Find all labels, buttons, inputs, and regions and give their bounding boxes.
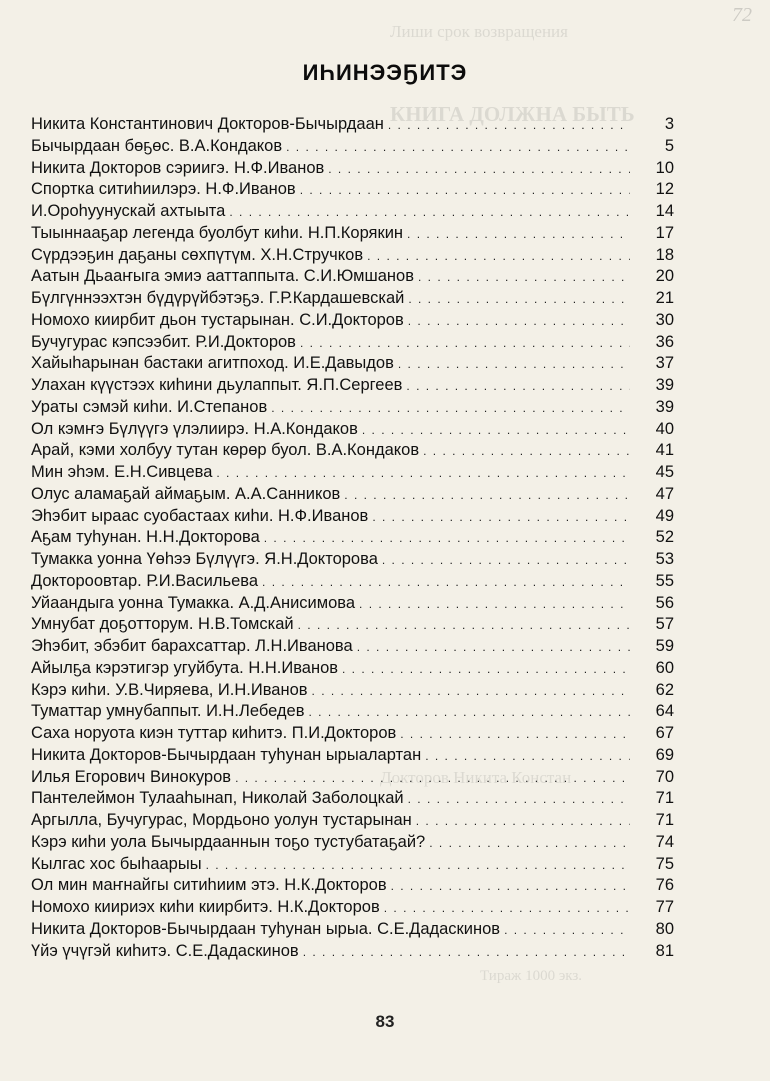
toc-entry-title: Кэрэ киһи уола Бычырдааннын тоҕо тустубатаҕай? [31, 832, 426, 851]
toc-entry-text [31, 462, 630, 485]
toc-leader-dots [425, 746, 630, 768]
toc-entry-title: И.Ороһуунускай ахтыыта [31, 202, 226, 220]
toc-entry [0, 353, 770, 375]
toc-entry-text [31, 571, 630, 594]
toc-entry-title: Үйэ үчүгэй киһитэ. С.Е.Дадаскинов [31, 941, 299, 960]
toc-entry-text [31, 897, 630, 920]
toc-entry [0, 136, 770, 158]
toc-entry [0, 810, 770, 832]
toc-leader-dots [504, 920, 630, 942]
toc-entry-page: 55 [655, 571, 674, 590]
toc-entry-page: 56 [655, 593, 674, 612]
toc-leader-dots [418, 267, 630, 289]
toc-entry-page: 77 [655, 898, 674, 916]
toc-entry-text [31, 745, 630, 768]
toc-leader-dots [206, 855, 630, 877]
toc-entry-page: 60 [655, 658, 674, 677]
toc-leader-dots [328, 159, 630, 181]
toc-entry-page: 67 [655, 724, 674, 742]
show-through-line: КНИГА ДОЛЖНА БЫТЬ [390, 102, 635, 126]
toc-entry-text [31, 353, 630, 376]
toc-entry-page: 59 [655, 637, 674, 655]
toc-entry-title: Ураты сэмэй киһи. И.Степанов [31, 397, 268, 416]
toc-entry-text [31, 397, 630, 420]
toc-leader-dots [271, 398, 630, 420]
toc-entry-title: Аҕам туһунан. Н.Н.Докторова [31, 528, 260, 547]
toc-entry-page: 36 [655, 332, 674, 351]
toc-entry-page: 10 [655, 158, 674, 177]
toc-entry [0, 223, 770, 245]
toc-leader-dots [342, 659, 630, 681]
toc-entry-page: 57 [655, 615, 674, 634]
toc-entry [0, 440, 770, 462]
toc-entry-title: Ол мин маҥнайгы ситиһиим этэ. Н.К.Докторов [31, 876, 387, 895]
toc-leader-dots [229, 202, 630, 224]
toc-entry [0, 875, 770, 897]
toc-entry-text [31, 680, 630, 703]
toc-entry-text [31, 527, 630, 550]
toc-entry-title: Умнубат доҕотторум. Н.В.Томскай [31, 615, 294, 634]
toc-entry [0, 549, 770, 571]
toc-entry [0, 179, 770, 201]
toc-entry [0, 658, 770, 680]
toc-entry-text [31, 245, 630, 268]
toc-leader-dots [303, 942, 630, 964]
toc-leader-dots [372, 507, 630, 529]
toc-entry-title: Уйаандыга уонна Тумакка. А.Д.Анисимова [31, 593, 356, 612]
toc-entry-title: Ол кэмҥэ Бүлүүгэ үлэлиирэ. Н.А.Кондаков [31, 419, 358, 438]
toc-entry-title: Хайыһарынан бастаки агитпоход. И.Е.Давыдов [31, 354, 394, 373]
toc-leader-dots [357, 637, 630, 659]
toc-entry [0, 832, 770, 854]
toc-entry [0, 375, 770, 397]
toc-entry-page: 81 [655, 941, 674, 960]
toc-entry [0, 462, 770, 484]
toc-entry-page: 62 [655, 680, 674, 699]
toc-entry-title: Эһэбит, эбэбит барахсаттар. Л.Н.Иванова [31, 637, 353, 655]
toc-entry-title: Бүлгүннээхтэн бүдүрүйбэтэҕэ. Г.Р.Кардашевскай [31, 289, 405, 307]
toc-leader-dots [416, 811, 630, 833]
toc-entry-title: Бычырдаан бөҕөс. В.А.Кондаков [31, 136, 283, 155]
toc-entry-page: 70 [655, 767, 674, 786]
toc-entry-title: Аргылла, Бучугурас, Мордьоно уолун тустарынан [31, 811, 412, 829]
toc-entry [0, 266, 770, 288]
toc-leader-dots [429, 833, 630, 855]
toc-leader-dots [300, 333, 630, 355]
toc-entry-title: Саха норуота киэн туттар киһитэ. П.И.Докторов [31, 724, 397, 742]
toc-entry-page: 30 [655, 310, 674, 329]
toc-entry-text [31, 440, 630, 463]
page-number: 83 [375, 1012, 395, 1031]
toc-entry [0, 484, 770, 506]
toc-entry-title: Никита Докторов-Бычырдаан туһунан ырыа. С.Е.Дадаскинов [31, 919, 501, 938]
toc-entry-text [31, 136, 630, 159]
toc-entry-title: Туматтар умнубаппыт. И.Н.Лебедев [31, 702, 305, 721]
toc-entry-title: Аатын Дьааҥыга эмиэ ааттаппыта. С.И.Юмшанов [31, 267, 414, 286]
toc-entry-page: 41 [655, 441, 674, 460]
toc-entry [0, 897, 770, 919]
toc-leader-dots [400, 724, 630, 746]
toc-entry-page: 12 [655, 180, 674, 199]
toc-leader-dots [388, 115, 630, 137]
toc-entry-title: Мин эһэм. Е.Н.Сивцева [31, 463, 213, 481]
toc-entry-text [31, 919, 630, 942]
toc-leader-dots [216, 463, 630, 485]
toc-entry-page: 52 [655, 528, 674, 547]
toc-leader-dots [408, 311, 630, 333]
toc-entry [0, 593, 770, 615]
show-through-line: Тираж 1000 экз. [480, 968, 583, 984]
toc-entry-page: 64 [655, 702, 674, 721]
toc-entry-title: Номохо киириэх киһи киирбитэ. Н.К.Докторов [31, 898, 380, 916]
toc-entry-text [31, 941, 630, 964]
toc-entry [0, 788, 770, 810]
toc-entry-page: 53 [655, 550, 674, 568]
toc-entry-page: 21 [655, 289, 674, 307]
toc-entry-title: Никита Докторов сэриигэ. Н.Ф.Иванов [31, 158, 325, 177]
toc-entry [0, 245, 770, 267]
toc-entry-title: Бучугурас кэпсээбит. Р.И.Докторов [31, 332, 296, 351]
toc-entry [0, 767, 770, 789]
toc-entry-page: 14 [655, 202, 674, 220]
toc-entry-title: Арай, кэми холбуу тутан көрөр буол. В.А.Кондаков [31, 441, 420, 460]
toc-leader-dots [300, 180, 630, 202]
toc-entry-title: Никита Константинович Докторов-Бычырдаан [31, 115, 384, 133]
toc-entry-page: 20 [655, 267, 674, 286]
toc-entry [0, 701, 770, 723]
toc-entry-page: 5 [664, 136, 674, 155]
toc-entry [0, 723, 770, 745]
toc-entry-title: Олус аламаҕай аймаҕым. А.А.Санников [31, 484, 341, 503]
toc-entry-text [31, 767, 630, 790]
toc-entry-text [31, 310, 630, 333]
toc-entry-page: 39 [655, 376, 674, 394]
toc-entry-page: 80 [655, 919, 674, 938]
toc-entry [0, 745, 770, 767]
toc-leader-dots [286, 137, 630, 159]
toc-entry [0, 527, 770, 549]
toc-entry-text [31, 593, 630, 616]
toc-entry-text [31, 810, 630, 833]
toc-entry [0, 680, 770, 702]
toc-entry-title: Тыыннааҕар легенда буолбут киһи. Н.П.Корякин [31, 223, 404, 242]
toc-entry [0, 636, 770, 658]
toc-entry-title: Кылгас хос быһаарыы [31, 854, 202, 873]
toc-entry [0, 288, 770, 310]
toc-entry-text [31, 636, 630, 659]
toc-entry-text [31, 832, 630, 855]
toc-leader-dots [408, 789, 630, 811]
toc-entry-title: Спортка ситиһиилэрэ. Н.Ф.Иванов [31, 180, 296, 199]
toc-leader-dots [344, 485, 630, 507]
toc-entry-text [31, 375, 630, 398]
toc-entry-text [31, 723, 630, 746]
toc-leader-dots [298, 615, 630, 637]
toc-entry-text [31, 201, 630, 224]
toc-entry [0, 158, 770, 180]
toc-entry-text [31, 419, 630, 442]
toc-entry-title: Пантелеймон Тулааһынап, Николай Заболоцкай [31, 789, 404, 808]
page-title: ИҺИНЭЭҔИТЭ [302, 60, 468, 85]
toc-entry-page: 75 [655, 854, 674, 873]
toc-entry-text [31, 658, 630, 681]
toc-entry-text [31, 158, 630, 181]
toc-entry-page: 17 [655, 223, 674, 242]
toc-leader-dots [312, 681, 630, 703]
toc-entry-page: 18 [655, 245, 674, 264]
toc-entry [0, 941, 770, 963]
toc-entry-title: Улахан күүстээх киһини дьулаппыт. Я.П.Сергеев [31, 376, 403, 394]
toc-entry-text [31, 288, 630, 311]
toc-entry-page: 47 [655, 484, 674, 503]
toc-entry-text [31, 266, 630, 289]
toc-entry-text [31, 875, 630, 898]
toc-entry-page: 71 [655, 789, 674, 808]
toc-entry-title: Кэрэ киһи. У.В.Чиряева, И.Н.Иванов [31, 680, 308, 699]
toc-entry [0, 201, 770, 223]
show-through-line: Лиши срок возвращения [390, 22, 568, 41]
show-through-line: Докторов Никита Констан [380, 768, 572, 787]
toc-leader-dots [382, 550, 630, 572]
toc-entry [0, 114, 770, 136]
toc-entry-title: Тумакка уонна Үөһээ Бүлүүгэ. Я.Н.Докторова [31, 550, 378, 568]
toc-entry-text [31, 114, 630, 137]
toc-entry-text [31, 549, 630, 572]
toc-entry-text [31, 223, 630, 246]
toc-leader-dots [406, 376, 630, 398]
toc-entry-page: 37 [655, 354, 674, 373]
toc-entry-page: 76 [655, 876, 674, 895]
toc-entry-text [31, 788, 630, 811]
toc-entry-text [31, 854, 630, 877]
corner-handwritten-mark: 72 [732, 4, 752, 26]
toc-entry-title: Эһэбит ыраас суобастаах киһи. Н.Ф.Иванов [31, 506, 369, 525]
toc-leader-dots [398, 354, 630, 376]
toc-entry-page: 40 [655, 419, 674, 438]
toc-entry [0, 419, 770, 441]
toc-leader-dots [264, 528, 630, 550]
toc-entry [0, 310, 770, 332]
table-of-contents [0, 114, 770, 962]
toc-entry-text [31, 179, 630, 202]
toc-entry [0, 571, 770, 593]
toc-leader-dots [367, 246, 630, 268]
toc-entry-page: 49 [655, 506, 674, 525]
toc-leader-dots [391, 876, 630, 898]
toc-leader-dots [262, 572, 630, 594]
toc-entry-title: Никита Докторов-Бычырдаан туһунан ырыалартан [31, 745, 422, 764]
toc-entry-title: Илья Егорович Винокуров [31, 767, 232, 786]
toc-leader-dots [423, 441, 630, 463]
toc-entry [0, 854, 770, 876]
toc-entry-text [31, 332, 630, 355]
toc-entry-page: 71 [655, 811, 674, 829]
toc-entry [0, 332, 770, 354]
toc-entry [0, 506, 770, 528]
toc-entry [0, 919, 770, 941]
toc-leader-dots [362, 420, 630, 442]
toc-leader-dots [235, 768, 630, 790]
toc-entry-page: 45 [655, 463, 674, 481]
toc-leader-dots [308, 702, 630, 724]
toc-entry-text [31, 506, 630, 529]
toc-entry-title: Айылҕа кэрэтигэр угуйбута. Н.Н.Иванов [31, 658, 339, 677]
toc-entry-page: 69 [655, 745, 674, 764]
toc-entry-page: 74 [655, 832, 674, 851]
toc-entry [0, 614, 770, 636]
toc-entry-page: 39 [655, 397, 674, 416]
toc-entry-title: Номохо киирбит дьон тустарынан. С.И.Докторов [31, 310, 404, 329]
toc-leader-dots [408, 289, 630, 311]
toc-entry-text [31, 701, 630, 724]
toc-leader-dots [384, 898, 630, 920]
toc-entry-text [31, 484, 630, 507]
toc-entry-title: Сүрдээҕин даҕаны сөхпүтүм. Х.Н.Стручков [31, 245, 364, 264]
toc-entry [0, 397, 770, 419]
toc-entry-title: Доктороовтар. Р.И.Васильева [31, 571, 259, 590]
toc-leader-dots [359, 594, 630, 616]
toc-leader-dots [407, 224, 630, 246]
toc-entry-page: 3 [664, 115, 674, 133]
toc-entry-text [31, 614, 630, 637]
